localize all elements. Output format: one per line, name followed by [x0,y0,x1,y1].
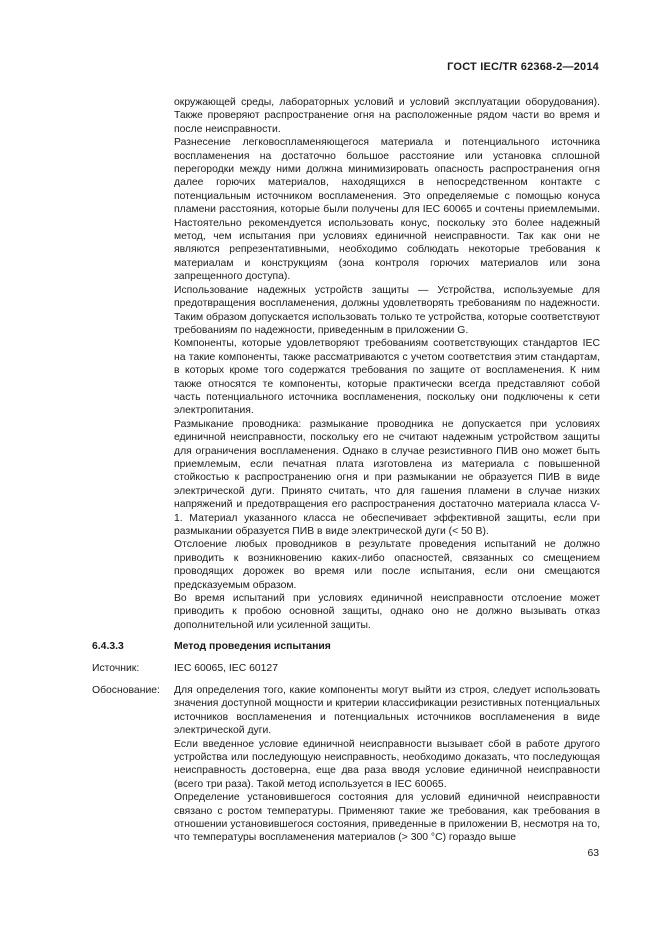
source-label: Источник: [92,663,140,674]
rationale-text [174,684,600,845]
section-number: 6.4.3.3 [92,641,124,652]
paragraph-single-fault: Во время испытаний при условиях единичной неисправности отслоение может приводить к пробою основной защиты, однако оно не должно вызывать отказ дополнительной или усиленной защиты. [174,593,600,631]
rationale-label: Обоснование: [92,685,160,696]
paragraph-separation: Разнесение легковоспламеняющегося материала и потенциального источника воспламенения на достаточно большое расстояние или установка сплошной перегородки между ними должна минимизировать опасность распространения огня далее горючих материалов, находящихся в непосредственном контакте с потенциальным источником воспламенения. Это определяемые с помощью конуса пламени расстояния, которые были получены для IEC 60065 и сочтены приемлемыми. Настоятельно рекомендуется использовать конус, поскольку это более надежный метод, чем испытания при условиях единичной неисправности. Так как они не являются репрезентативными, необходимо соблюдать некоторые требования к материалам и конструкциям (зона контроля горючих материалов или зона запрещенного доступа). [174,137,600,283]
body-text [174,96,600,632]
document-header: ГОСТ IEC/TR 62368-2—2014 [447,61,599,73]
rationale-paragraph: Если введенное условие единичной неисправности вызывает сбой в работе другого устройства или последующую неисправность, необходимо доказать, что последующая неисправность достоверна, еще два раза вводя условие единичной неисправности (всего три раза). Такой метод используется в IEC 60065. [174,738,600,790]
section-title: Метод проведения испытания [174,641,331,652]
rationale-paragraph: Определение установившегося состояния для условий единичной неисправности связано с ростом температуры. Применяют такие же требования, как требования в отношении установившегося состояния, приведенные в приложении B, несмотря на то, что температуры воспламенения материалов (> 300 °C) гораздо выше [174,792,600,844]
source-value: IEC 60065, IEC 60127 [174,663,278,674]
paragraph-components: Компоненты, которые удовлетворяют требованиям соответствующих стандартов IEC на такие компоненты, также рассматриваются с учетом соответствия этим стандартам, в которых кроме того содержатся требования по защите от воспламенения. К ним также относятся те компоненты, которые практически всегда представляют собой часть потенциального источника воспламенения, поскольку они подключены к сети электропитания. [174,338,600,417]
paragraph-environment: окружающей среды, лабораторных условий и условий эксплуатации оборудования). Также проверяют распространение огня на расположенные рядом части во время и после неисправности. [174,97,600,135]
paragraph-conductor-opening: Размыкание проводника: размыкание проводника не допускается при условиях единичной неисправности, поскольку его не считают надежным устройством защиты для ограничения воспламенения. Однако в случае резистивного ПИВ оно может быть приемлемым, если печатная плата изготовлена из материала с повышенной стойкостью к распространению огня и при размыкании не образуется ПИВ в виде электрической дуги. Принято считать, что для гашения пламени в случае низких напряжений и предотвращения его распространения достаточно материала класса V-1. Материал указанного класса не обеспечивает эффективной защиты, если при размыкании образуется ПИВ в виде электрической дуги (< 50 В). [174,418,600,537]
rationale-paragraph: Для определения того, какие компоненты могут выйти из строя, следует использовать значения доступной мощности и критерии классификации резистивных потенциальных источников воспламенения и потенциальных источников воспламенения в виде электрической дуги. [174,685,600,737]
paragraph-delamination: Отслоение любых проводников в результате проведения испытаний не должно приводить к возникновению каких-либо опасностей, связанных со смещением проводящих дорожек во время или после испытания, если они смещаются предсказуемым образом. [174,539,600,591]
page-number: 63 [587,848,599,859]
paragraph-protective-devices: Использование надежных устройств защиты — Устройства, используемые для предотвращения воспламенения, должны удовлетворять требованиям по надежности. Таким образом допускается использовать только те устройства, которые соответствуют требованиям по надежности, приведенным в приложении G. [174,284,600,336]
